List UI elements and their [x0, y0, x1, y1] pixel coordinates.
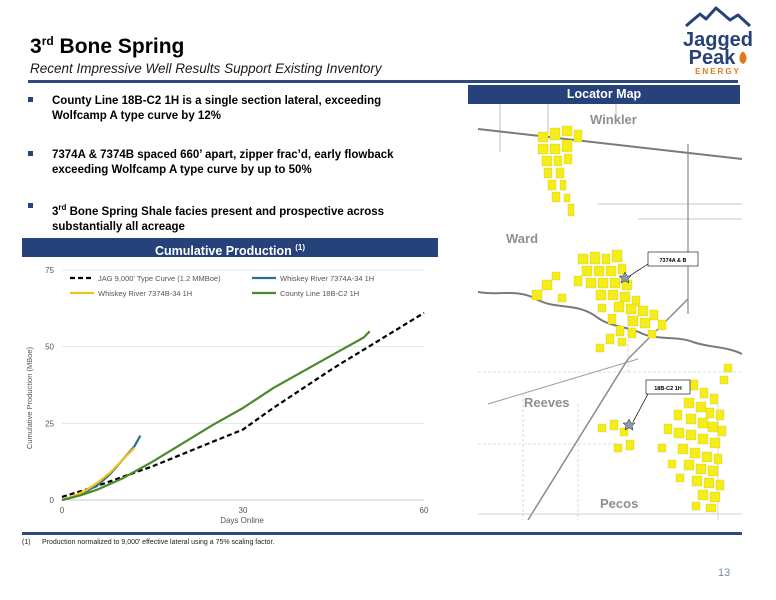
y-tick-label: 25: [45, 419, 54, 429]
locator-map: [478, 104, 742, 520]
acreage-block: [692, 476, 702, 486]
acreage-block: [590, 252, 600, 264]
footnote: (1) Production normalized to 9,000' effective lateral using a 75% scaling factor.: [22, 539, 275, 546]
acreage-block: [698, 418, 708, 428]
logo-line1: Jagged: [682, 29, 754, 51]
acreage-block: [698, 434, 708, 444]
acreage-block: [562, 140, 572, 152]
acreage-block: [574, 130, 582, 142]
acreage-block: [686, 414, 696, 424]
acreage-block: [650, 310, 658, 320]
acreage-block: [586, 278, 596, 288]
x-tick-label: 30: [238, 506, 248, 515]
acreage-block: [596, 344, 604, 352]
x-tick-label: 0: [59, 506, 65, 515]
y-axis-label: Cumulative Production (MBoe): [25, 346, 34, 450]
acreage-block: [718, 426, 726, 436]
acreage-block: [598, 424, 606, 432]
acreage-block: [706, 504, 716, 512]
acreage-block: [564, 194, 570, 202]
bullet-2: [28, 148, 438, 182]
well-label-7374: 7374A & B: [659, 258, 687, 264]
acreage-block: [684, 398, 694, 408]
acreage-block: [716, 480, 724, 490]
acreage-block: [596, 290, 606, 300]
acreage-block: [706, 408, 714, 418]
cumulative-production-header: Cumulative Production $^{(1)}$: [22, 238, 438, 257]
acreage-block: [578, 254, 588, 264]
acreage-block: [704, 478, 714, 488]
acreage-block: [724, 364, 732, 372]
acreage-block: [564, 154, 572, 164]
acreage-block: [690, 448, 700, 458]
county-label-winkler: Winkler: [590, 112, 637, 127]
series-line-3: [62, 448, 134, 500]
page-subtitle: Recent Impressive Well Results Support Existing Inventory: [30, 61, 382, 76]
bullet-text: 3rd Bone Spring Shale facies present and prospective across substantially all acreage: [52, 203, 385, 233]
header-divider: [28, 80, 738, 83]
acreage-block: [610, 420, 618, 430]
acreage-block: [574, 276, 582, 286]
acreage-block: [674, 428, 684, 438]
chart-series: [62, 313, 424, 500]
acreage-block: [638, 306, 648, 316]
legend-label: County Line 18B-C2 1H: [280, 289, 360, 298]
acreage-block: [692, 502, 700, 510]
acreage-block: [700, 388, 708, 398]
acreage-block: [640, 318, 650, 328]
acreage-block: [558, 294, 566, 302]
acreage-block: [552, 192, 560, 202]
acreage-block: [582, 266, 592, 276]
acreage-block: [698, 490, 708, 500]
series-line-2: [62, 436, 140, 500]
chart-legend: [70, 274, 374, 298]
acreage-block: [614, 444, 622, 452]
page-number: 13: [718, 567, 731, 579]
acreage-block: [648, 330, 656, 338]
acreage-block: [658, 444, 666, 452]
acreage-block: [598, 304, 606, 312]
acreage-block: [560, 180, 566, 190]
y-tick-label: 75: [45, 266, 54, 275]
bullet-marker: [28, 97, 33, 102]
acreage-block: [690, 380, 698, 390]
acreage-block: [594, 266, 604, 276]
page-title: 3rd Bone Spring: [30, 34, 185, 58]
company-logo: [678, 6, 758, 76]
well-label-18b: 18B-C2 1H: [654, 386, 682, 392]
acreage-block: [716, 410, 724, 420]
acreage-block: [714, 454, 722, 464]
acreage-block: [538, 144, 548, 154]
acreage-block: [616, 326, 624, 336]
cumulative-production-chart: [22, 258, 438, 530]
acreage-block: [678, 444, 688, 454]
bullet-marker: [28, 203, 33, 208]
acreage-block: [532, 290, 542, 300]
logo-line3: ENERGY: [695, 67, 741, 76]
legend-label: JAG 9,000' Type Curve (1.2 MMBoe): [98, 274, 221, 283]
legend-label: Whiskey River 7374B-34 1H: [98, 289, 193, 298]
acreage-block: [668, 460, 676, 468]
acreage-block: [708, 466, 718, 476]
acreage-block: [568, 204, 574, 216]
acreage-block: [606, 266, 616, 276]
acreage-block: [608, 314, 616, 324]
acreage-block: [606, 334, 614, 344]
acreage-block: [626, 440, 634, 450]
footer-divider: [22, 532, 742, 535]
acreage-block: [552, 272, 560, 280]
acreage-block: [702, 452, 712, 462]
acreage-block: [612, 250, 622, 262]
legend-label: Whiskey River 7374A-34 1H: [280, 274, 375, 283]
acreage-block: [544, 168, 552, 178]
county-label-reeves: Reeves: [524, 395, 570, 410]
acreage-block: [550, 144, 560, 154]
acreage-block: [614, 302, 624, 312]
bullet-marker: [28, 151, 33, 156]
acreage-block: [626, 304, 636, 314]
acreage-block: [556, 168, 564, 178]
county-label-pecos: Pecos: [600, 496, 639, 511]
acreage-block: [674, 410, 682, 420]
acreage-block: [710, 438, 720, 448]
acreage-block: [548, 180, 556, 190]
locator-map-header: Locator Map: [468, 85, 740, 104]
acreage-block: [538, 132, 548, 142]
series-line-1: [62, 313, 424, 497]
x-axis-label: Days Online: [220, 516, 264, 525]
acreage-block: [696, 464, 706, 474]
acreage-block: [598, 278, 608, 288]
acreage-block: [602, 254, 610, 264]
acreage-block: [720, 376, 728, 384]
county-label-ward: Ward: [506, 231, 539, 246]
acreage-block: [620, 292, 630, 302]
acreage-block: [618, 338, 626, 346]
bullet-text: 7374A & 7374B spaced 660’ apart, zipper frac’d, early flowback exceeding Wolfcamp A type curve by up to 50%: [52, 149, 394, 176]
flame-icon: [739, 52, 746, 64]
acreage-block: [542, 156, 552, 166]
acreage-block: [628, 328, 636, 338]
acreage-block: [696, 402, 706, 412]
acreage-block: [710, 394, 718, 404]
acreage-block: [542, 280, 552, 290]
acreage-block: [664, 424, 672, 434]
acreage-block: [684, 460, 694, 470]
acreage-block: [676, 474, 684, 482]
acreage-block: [554, 156, 562, 166]
acreage-block: [710, 492, 720, 502]
y-tick-label: 50: [45, 342, 54, 352]
acreage-block: [550, 128, 560, 140]
acreage-block: [658, 320, 666, 330]
logo-line2: Peak: [688, 47, 736, 69]
acreage-block: [608, 290, 618, 300]
acreage-block: [562, 126, 572, 136]
acreage-block: [708, 422, 718, 432]
bullet-1: [28, 94, 438, 128]
bullet-text: County Line 18B-C2 1H is a single section lateral, exceeding Wolfcamp A type curve by 12%: [52, 95, 382, 122]
y-tick-label: 0: [49, 496, 54, 505]
x-tick-label: 60: [419, 506, 429, 515]
acreage-block: [628, 316, 638, 326]
acreage-block: [686, 430, 696, 440]
acreage-block: [610, 278, 620, 288]
bullet-3: [28, 200, 438, 234]
